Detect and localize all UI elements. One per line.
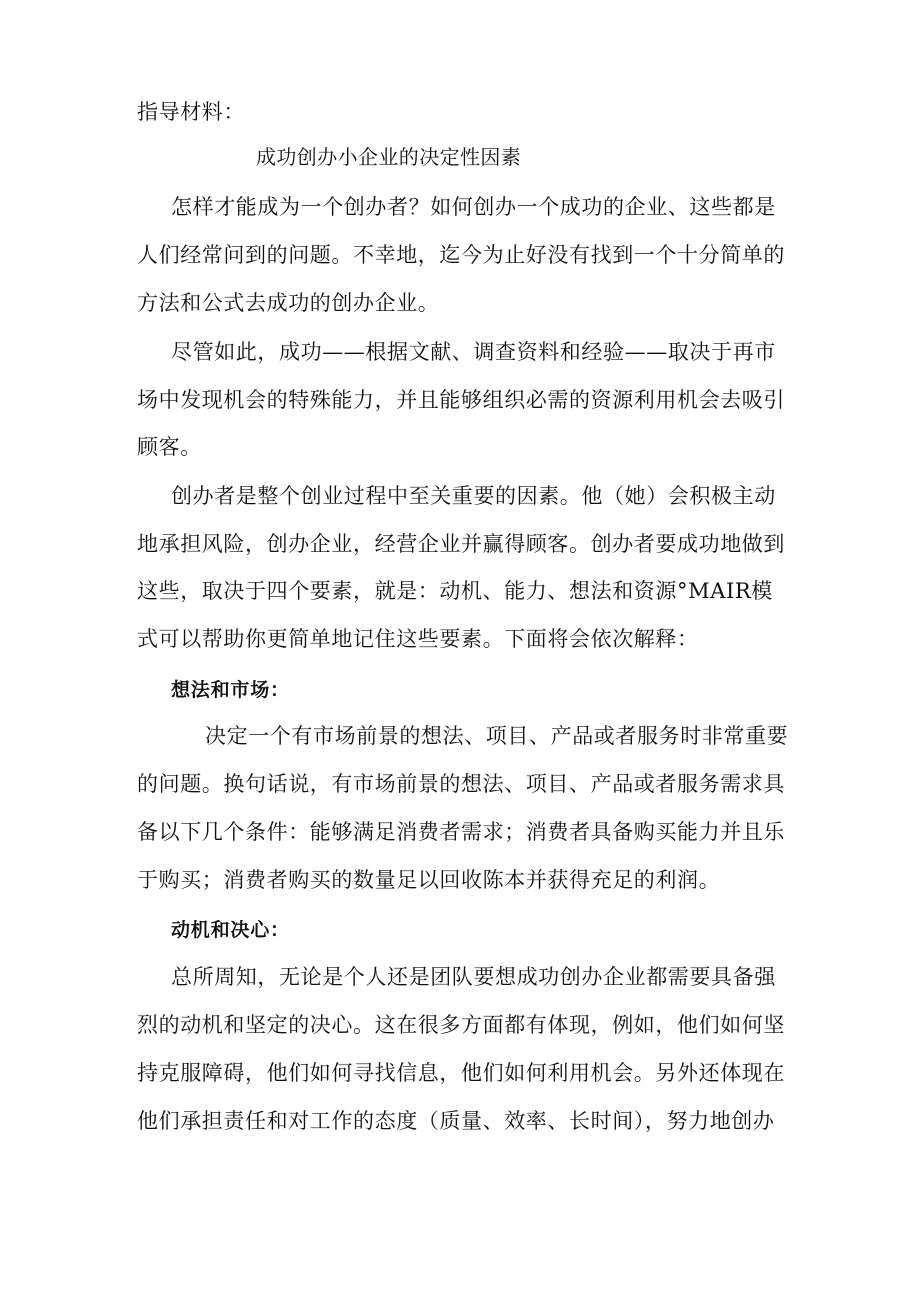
- paragraph-1-line-2: 人们经常问到的问题。不幸地，迄今为止好没有找到一个十分简单的: [137, 243, 785, 267]
- section-heading-ideas-market: 想法和市场：: [171, 679, 290, 701]
- document-label: 指导材料：: [137, 100, 245, 124]
- section-2-line-1: 总所周知，无论是个人还是团队要想成功创办企业都需要具备强: [171, 965, 776, 989]
- paragraph-3-line-4: 式可以帮助你更简单地记住这些要素。下面将会依次解释：: [137, 627, 699, 651]
- section-1-line-2: 的问题。换句话说，有市场前景的想法、项目、产品或者服务需求具: [137, 772, 785, 796]
- section-1-line-3: 备以下几个条件：能够满足消费者需求；消费者具备购买能力并且乐: [137, 820, 785, 844]
- section-2-line-2: 烈的动机和坚定的决心。这在很多方面都有体现，例如，他们如何坚: [137, 1013, 785, 1037]
- paragraph-3-line-2: 地承担风险，创办企业，经营企业并赢得顾客。创办者要成功地做到: [137, 532, 785, 556]
- paragraph-2-line-2: 场中发现机会的特殊能力，并且能够组织必需的资源利用机会去吸引: [137, 388, 785, 412]
- section-1-line-4: 于购买；消费者购买的数量足以回收陈本并获得充足的利润。: [137, 868, 721, 892]
- paragraph-2-line-1: 尽管如此，成功——根据文献、调查资料和经验——取决于再市: [171, 340, 776, 364]
- paragraph-3-line-1: 创办者是整个创业过程中至关重要的因素。他（她）会积极主动: [171, 484, 776, 508]
- paragraph-3-line-3: 这些，取决于四个要素，就是：动机、能力、想法和资源°MAIR模: [137, 579, 773, 603]
- paragraph-1-line-3: 方法和公式去成功的创办企业。: [137, 291, 440, 315]
- section-2-line-4: 他们承担责任和对工作的态度（质量、效率、长时间），努力地创办: [137, 1109, 775, 1133]
- section-2-line-3: 持克服障碍，他们如何寻找信息，他们如何利用机会。另外还体现在: [137, 1061, 785, 1085]
- section-1-line-1: 决定一个有市场前景的想法、项目、产品或者服务时非常重要: [205, 724, 789, 748]
- section-heading-motivation-determination: 动机和决心：: [171, 919, 290, 941]
- document-title: 成功创办小企业的决定性因素: [256, 145, 522, 169]
- paragraph-2-line-3: 顾客。: [137, 435, 202, 459]
- paragraph-1-line-1: 怎样才能成为一个创办者？如何创办一个成功的企业、这些都是: [171, 195, 776, 219]
